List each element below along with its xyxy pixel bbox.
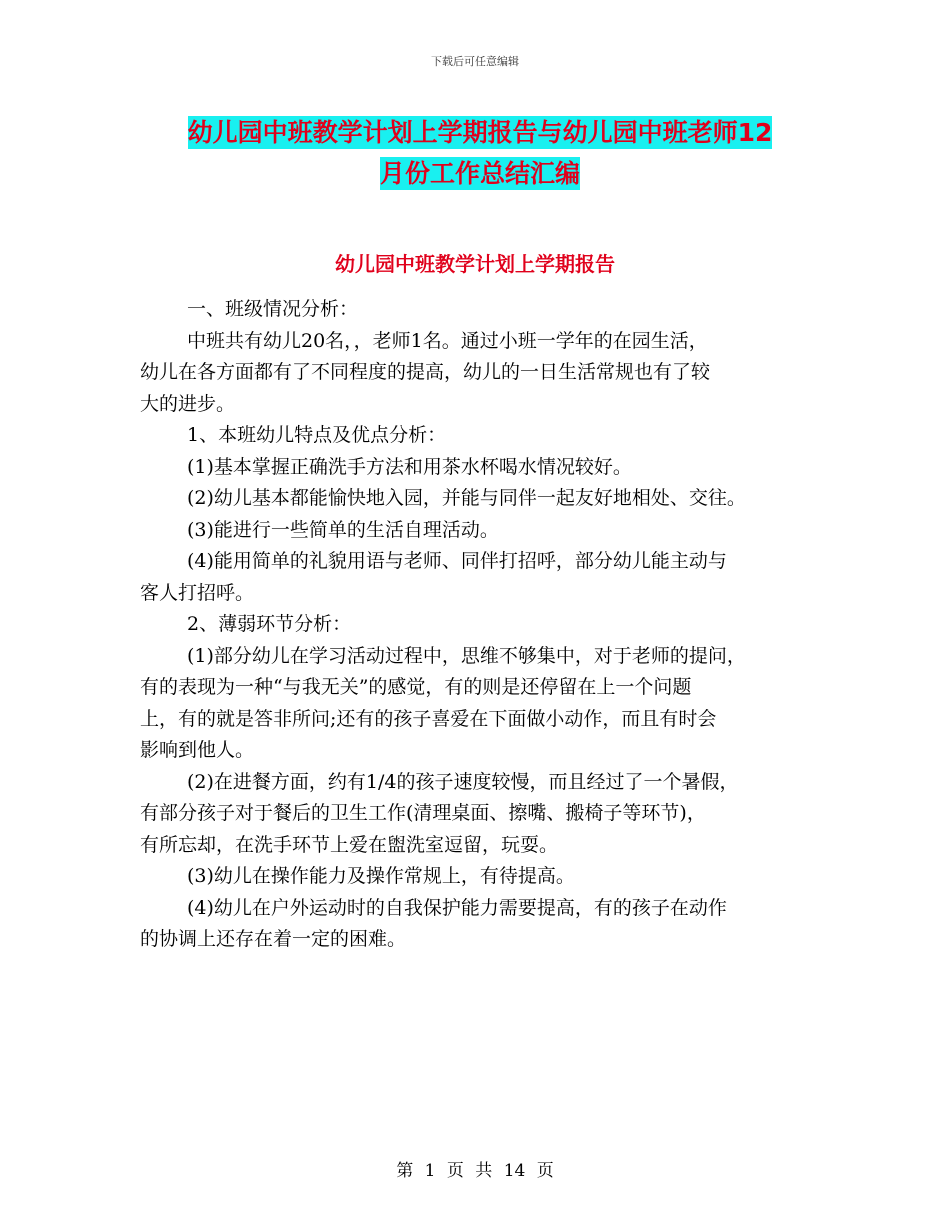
- list-item: (4)幼儿在户外运动时的自我保护能力需要提高，有的孩子在动作: [187, 896, 727, 919]
- list-item-continuation: 有所忘却，在洗手环节上爱在盥洗室逗留，玩耍。: [140, 833, 559, 856]
- list-item-continuation: 有的表现为一种“与我无关”的感觉，有的则是还停留在上一个问题: [140, 676, 692, 698]
- list-item: (4)能用简单的礼貌用语与老师、同伴打招呼，部分幼儿能主动与: [187, 550, 727, 572]
- list-item: (3)能进行一些简单的生活自理活动。: [187, 518, 499, 541]
- list-item-continuation: 上，有的就是答非所问;还有的孩子喜爱在下面做小动作，而且有时会: [140, 707, 717, 730]
- document-title-line-1: 幼儿园中班教学计划上学期报告与幼儿园中班老师12: [187, 118, 773, 147]
- list-item: (1)基本掌握正确洗手方法和用茶水杯喝水情况较好。: [187, 455, 632, 478]
- list-item: (2)在进餐方面，约有1/4的孩子速度较慢，而且经过了一个暑假，: [187, 770, 739, 793]
- paragraph-line: 中班共有幼儿20名，，老师1名。通过小班一学年的在园生活，: [187, 329, 708, 352]
- list-item-continuation: 有部分孩子对于餐后的卫生工作(清理桌面、擦嘴、搬椅子等环节)，: [140, 802, 706, 824]
- list-item-continuation: 客人打招呼。: [140, 581, 255, 604]
- paragraph-heading: 一、班级情况分析：: [187, 298, 359, 320]
- list-item: (1)部分幼儿在学习活动过程中，思维不够集中，对于老师的提问，: [187, 644, 746, 667]
- paragraph-heading: 2、薄弱环节分析：: [187, 613, 352, 635]
- page-number-footer: 第 1 页 共 14 页: [396, 1161, 554, 1181]
- list-item: (3)幼儿在操作能力及操作常规上，有待提高。: [187, 865, 575, 887]
- body-text: [140, 294, 830, 956]
- paragraph-line: 大的进步。: [140, 392, 236, 415]
- list-item-continuation: 影响到他人。: [140, 739, 255, 761]
- section-title: 幼儿园中班教学计划上学期报告: [335, 252, 615, 276]
- list-item-continuation: 的协调上还存在着一定的困难。: [140, 928, 407, 950]
- document-title-line-2: 月份工作总结汇编: [379, 159, 580, 188]
- header-note: 下载后可任意编辑: [431, 55, 519, 68]
- paragraph-line: 幼儿在各方面都有了不同程度的提高，幼儿的一日生活常规也有了较: [140, 361, 711, 383]
- document-title: [140, 112, 820, 194]
- list-item: (2)幼儿基本都能愉快地入园，并能与同伴一起友好地相处、交往。: [187, 487, 746, 509]
- paragraph-heading: 1、本班幼儿特点及优点分析：: [187, 424, 447, 446]
